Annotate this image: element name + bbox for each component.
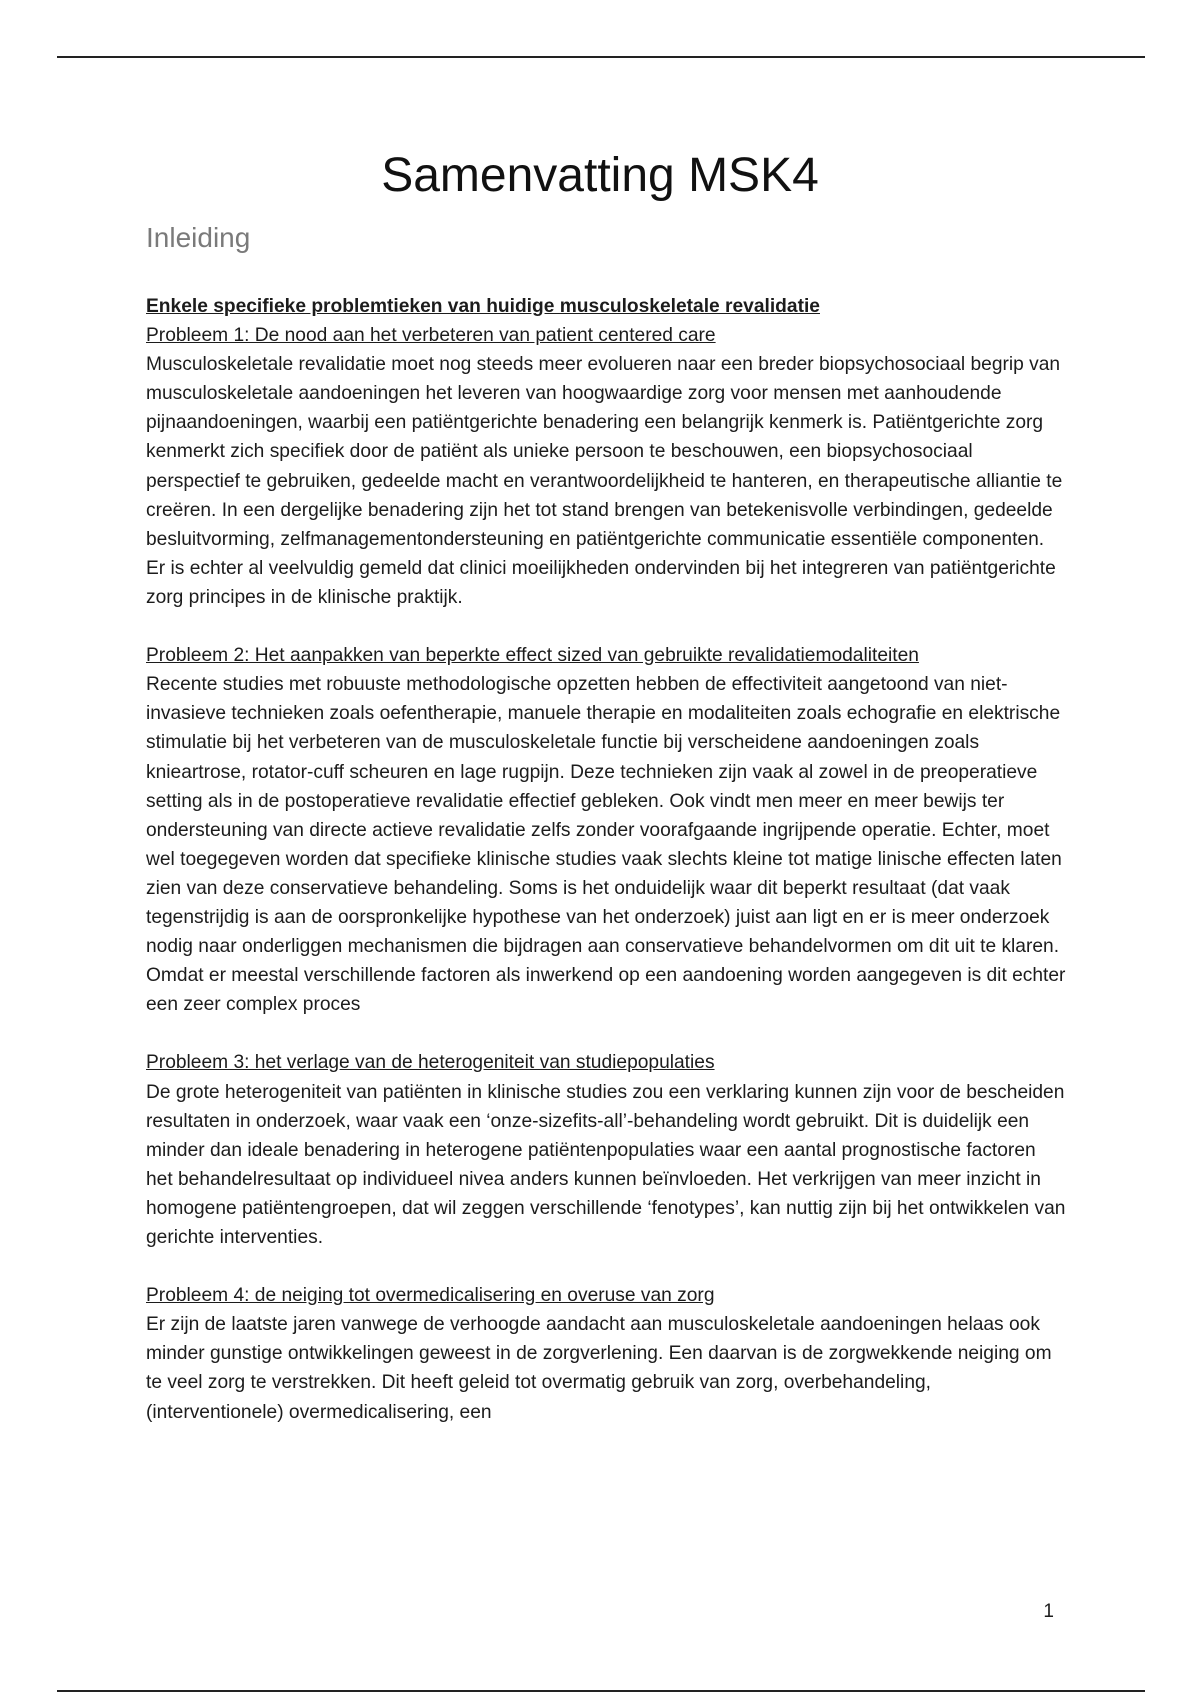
page-number: 1 [1043, 1601, 1054, 1622]
problem-section-3 [146, 1048, 1066, 1252]
section-heading: Inleiding [146, 222, 251, 253]
problem-title: Probleem 3: het verlage van de heterogeniteit van studiepopulaties [146, 1052, 715, 1074]
problem-body: Musculoskeletale revalidatie moet nog steeds meer evolueren naar een breder biopsychosociaal begrip van musculoskeletale aandoeningen het leveren van hoogwaardige zorg voor mensen met aanhoudende pijnaandoeningen, waarbij een patiëntgerichte benadering een belangrijk kenmerk is. Patiëntgerichte zorg kenmerkt zich specifiek door de patiënt als unieke persoon te beschouwen, een biopsychosociaal perspectief te gebruiken, gedeelde macht en verantwoordelijkheid te hanteren, en therapeutische alliantie te creëren. In een dergelijke benadering zijn het tot stand brengen van betekenisvolle verbindingen, gedeelde besluitvorming, zelfmanagementondersteuning en patiëntgerichte communicatie essentiële componenten. Er is echter al veelvuldig gemeld dat clinici moeilijkheden ondervinden bij het integreren van patiëntgerichte zorg principes in de klinische praktijk. [146, 354, 1063, 608]
problem-body: De grote heterogeniteit van patiënten in klinische studies zou een verklaring kunnen zijn voor de bescheiden resultaten in onderzoek, waar vaak een ‘onze-sizefits-all’-behandeling wordt gebruikt. Dit is duidelijk een minder dan ideale benadering in heterogene patiëntenpopulaties waar een aantal prognostische factoren het behandelresultaat op individueel nivea anders kunnen beïnvloeden. Het verkrijgen van meer inzicht in homogene patiëntengroepen, dat wil zeggen verschillende ‘fenotypes’, kan nuttig zijn bij het ontwikkelen van gerichte interventies. [146, 1081, 1066, 1248]
problem-title: Probleem 2: Het aanpakken van beperkte effect sized van gebruikte revalidatiemodaliteiten [146, 645, 919, 667]
problem-body: Recente studies met robuuste methodologische opzetten hebben de effectiviteit aangetoond van niet-invasieve technieken zoals oefentherapie, manuele therapie en modaliteiten zoals echografie en elektrische stimulatie bij het verbeteren van de musculoskeletale functie bij verscheidene aandoeningen zoals knieartrose, rotator-cuff scheuren en lage rugpijn. Deze technieken zijn vaak al zowel in de preoperatieve setting als in de postoperatieve revalidatie effectief gebleken. Ook vindt men meer en meer bewijs ter ondersteuning van directe actieve revalidatie zelfs zonder voorafgaande ingrijpende operatie. Echter, moet wel toegegeven worden dat specifieke klinische studies vaak slechts kleine tot matige linische effecten laten zien van deze conservatieve behandeling. Soms is het onduidelijk waar dit beperkt resultaat (dat vaak tegenstrijdig is aan de oorspronkelijke hypothese van het onderzoek) juist aan ligt en er is meer onderzoek nodig naar onderliggen mechanismen die bijdragen aan conservatieve behandelvormen om dit uit te klaren. Omdat er meestal verschillende factoren als inwerkend op een aandoening worden aangegeven is dit echter een zeer complex proces [146, 674, 1066, 1016]
problem-title: Probleem 1: De nood aan het verbeteren van patient centered care [146, 325, 716, 347]
problem-section-2 [146, 641, 1066, 1019]
document-title: Samenvatting MSK4 [381, 149, 819, 202]
problem-body: Er zijn de laatste jaren vanwege de verhoogde aandacht aan musculoskeletale aandoeningen helaas ook minder gunstige ontwikkelingen geweest in de zorgverlening. Een daarvan is de zorgwekkende neiging om te veel zorg te verstrekken. Dit heeft geleid tot overmatig gebruik van zorg, overbehandeling, (interventionele) overmedicalisering, een [146, 1314, 1052, 1423]
problem-section-1 [146, 321, 1066, 612]
problem-section-4 [146, 1281, 1066, 1426]
problem-title: Probleem 4: de neiging tot overmedicalisering en overuse van zorg [146, 1285, 715, 1307]
document-content [146, 292, 1066, 1456]
bottom-rule [57, 1690, 1145, 1692]
top-rule [57, 56, 1145, 58]
main-heading: Enkele specifieke problemtieken van huidige musculoskeletale revalidatie [146, 296, 820, 317]
